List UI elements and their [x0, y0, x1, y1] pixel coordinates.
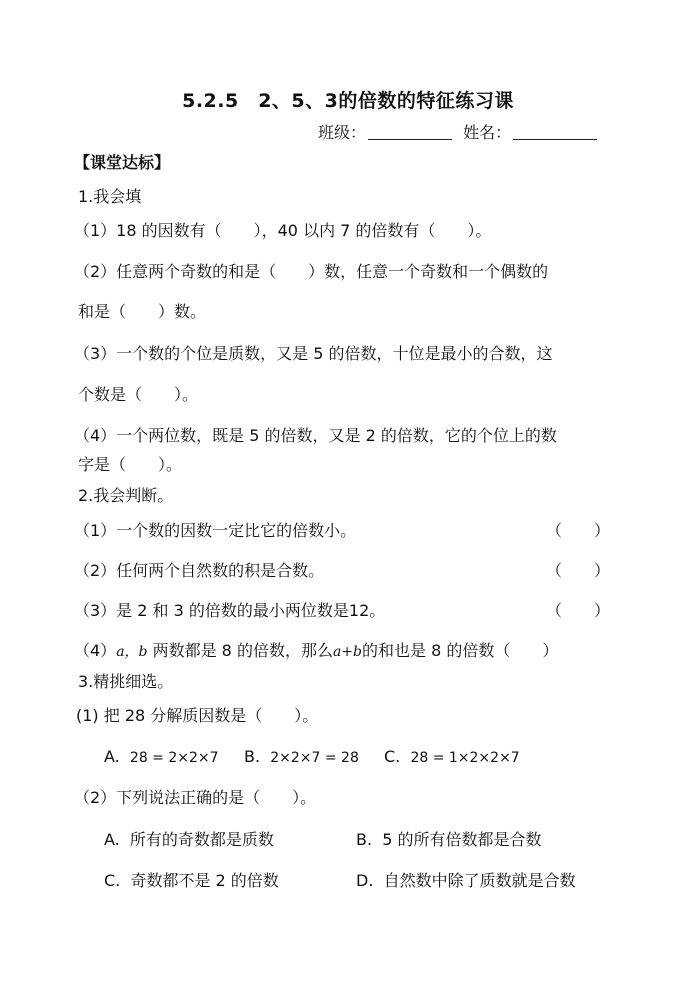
q2-item-4-prefix: （4）	[74, 641, 117, 660]
page-title: 5.2.5 2、5、3的倍数的特征练习课	[182, 90, 514, 112]
option-text: 自然数中除了质数就是合数	[383, 871, 576, 890]
q2-heading: 2.我会判断。	[78, 486, 174, 505]
q2-item-2: （2）任何两个自然数的积是合数。	[74, 561, 325, 580]
class-label: 班级：	[318, 123, 367, 142]
q1-heading: 1.我会填	[78, 187, 142, 206]
q3-2-option-a[interactable]	[104, 830, 274, 850]
class-blank[interactable]	[368, 123, 452, 140]
option-text: 奇数都不是 2 的倍数	[130, 871, 279, 890]
name-blank[interactable]	[513, 123, 597, 140]
option-text: 所有的奇数都是质数	[129, 830, 274, 849]
q3-item-2: （2）下列说法正确的是（ ）。	[74, 788, 317, 807]
q1-item-3-cont: 个数是（ ）。	[78, 385, 199, 404]
q2-item-4-expr: a+b	[332, 644, 362, 660]
option-letter: A.	[104, 747, 120, 766]
q3-2-option-b[interactable]	[356, 830, 542, 850]
option-letter: C.	[104, 871, 121, 890]
q2-item-1: （1）一个数的因数一定比它的倍数小。	[74, 521, 357, 540]
student-info	[318, 120, 603, 143]
q1-item-2: （2）任意两个奇数的和是（ ）数，任意一个奇数和一个偶数的	[74, 262, 549, 281]
q2-item-4-mid: 两数都是 8 的倍数，那么	[147, 641, 333, 660]
option-letter: B.	[356, 830, 373, 849]
option-text: 2×2×7 = 28	[270, 750, 359, 766]
q3-2-option-c[interactable]	[104, 871, 279, 891]
option-text: 5 的所有倍数都是合数	[382, 830, 542, 849]
q3-item-1: (1) 把 28 分解质因数是（ ）。	[76, 706, 319, 725]
q1-item-3: （3）一个数的个位是质数，又是 5 的倍数，十位是最小的合数，这	[74, 344, 553, 363]
option-letter: D.	[356, 871, 374, 890]
q2-item-4-bracket[interactable]: （ ）	[494, 641, 559, 660]
q1-item-4-cont: 字是（ ）。	[78, 455, 183, 474]
section-heading: 【课堂达标】	[74, 153, 171, 172]
q3-1-option-c[interactable]	[384, 747, 520, 768]
q2-item-3-bracket[interactable]: （ ）	[546, 601, 611, 620]
option-letter: C.	[384, 747, 401, 766]
name-label: 姓名：	[463, 123, 512, 142]
q1-item-4: （4）一个两位数，既是 5 的倍数，又是 2 的倍数，它的个位上的数	[74, 426, 557, 445]
q2-item-3: （3）是 2 和 3 的倍数的最小两位数是12。	[74, 601, 386, 620]
q1-item-2-cont: 和是（ ）数。	[78, 302, 207, 321]
q3-1-option-b[interactable]	[244, 747, 359, 768]
option-text: 28 = 2×2×7	[129, 750, 219, 766]
q2-item-4-vars: a，b	[116, 644, 148, 660]
q3-2-option-d[interactable]	[356, 871, 576, 891]
option-letter: A.	[104, 830, 120, 849]
q2-item-4	[74, 641, 558, 662]
q2-item-2-bracket[interactable]: （ ）	[546, 561, 611, 580]
q1-item-1: （1）18 的因数有（ ），40 以内 7 的倍数有（ ）。	[74, 221, 492, 240]
q2-item-1-bracket[interactable]: （ ）	[546, 521, 611, 540]
q3-heading: 3.精挑细选。	[78, 672, 174, 691]
q3-1-option-a[interactable]	[104, 747, 219, 768]
option-letter: B.	[244, 747, 261, 766]
q2-item-4-suffix: 的和也是 8 的倍数	[362, 641, 495, 660]
option-text: 28 = 1×2×2×7	[410, 750, 520, 766]
